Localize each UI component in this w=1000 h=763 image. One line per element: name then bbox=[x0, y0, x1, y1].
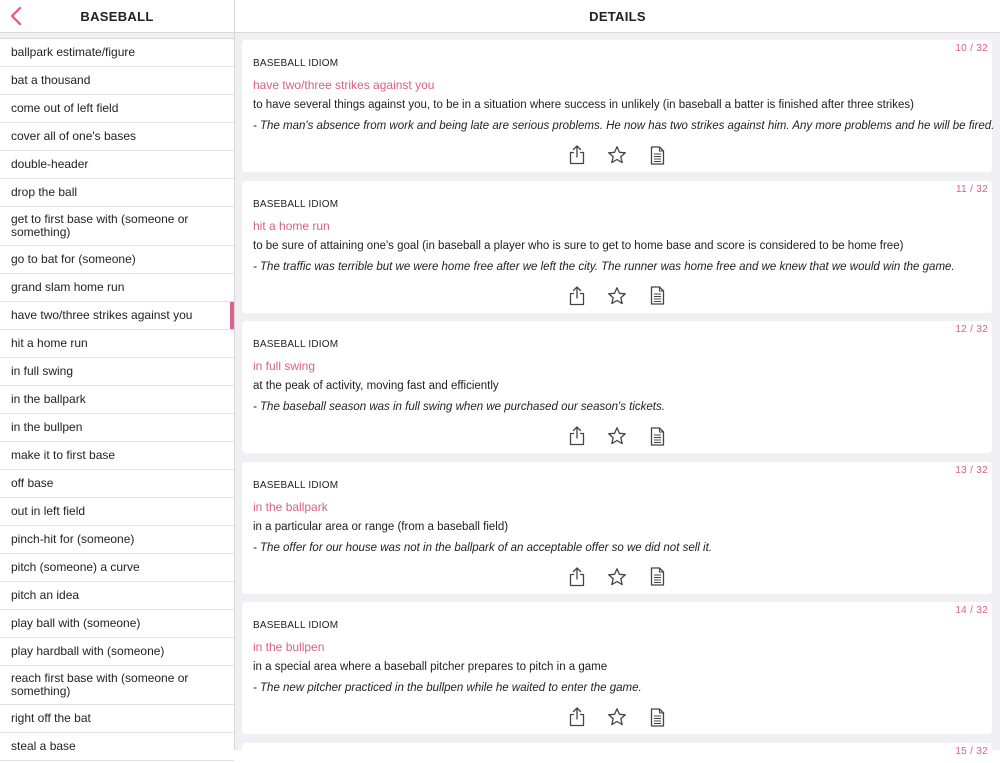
details-panel bbox=[235, 0, 1000, 757]
card-definition: in a particular area or range (from a baseball field) bbox=[253, 520, 509, 533]
star-icon bbox=[607, 426, 627, 446]
list-item-label: ballpark estimate/figure bbox=[11, 45, 136, 59]
list-item[interactable] bbox=[0, 330, 234, 358]
list-item-label: play ball with (someone) bbox=[11, 616, 141, 630]
card-term: have two/three strikes against you bbox=[253, 78, 435, 92]
list-item[interactable] bbox=[0, 666, 234, 705]
card-actions bbox=[242, 566, 992, 588]
share-icon bbox=[569, 567, 585, 587]
card-actions bbox=[242, 425, 992, 447]
idiom-card bbox=[242, 462, 992, 594]
list-item[interactable] bbox=[0, 302, 234, 330]
favorite-button[interactable] bbox=[607, 566, 627, 588]
card-example: - The offer for our house was not in the ballpark of an acceptable offer so we did not sell it. bbox=[253, 541, 712, 554]
share-button[interactable] bbox=[567, 425, 587, 447]
list-item-label: out in left field bbox=[11, 504, 86, 518]
list-item-label: drop the ball bbox=[11, 185, 78, 199]
list-item-label: hit a home run bbox=[11, 336, 88, 350]
share-button[interactable] bbox=[567, 566, 587, 588]
card-actions bbox=[242, 285, 992, 307]
list-item-label: steal a base bbox=[11, 739, 76, 753]
document-icon bbox=[650, 427, 665, 446]
document-icon bbox=[650, 708, 665, 727]
list-item-label: double-header bbox=[11, 157, 89, 171]
share-button[interactable] bbox=[567, 285, 587, 307]
idiom-card bbox=[242, 181, 992, 313]
share-button[interactable] bbox=[567, 706, 587, 728]
list-item-label: in the ballpark bbox=[11, 392, 86, 406]
star-icon bbox=[607, 286, 627, 306]
list-item-label: come out of left field bbox=[11, 101, 119, 115]
card-actions bbox=[242, 706, 992, 728]
card-definition: to be sure of attaining one's goal (in baseball a player who is sure to get to home base and score is considered to be home free) bbox=[253, 239, 904, 252]
card-term: in the ballpark bbox=[253, 499, 328, 514]
share-icon bbox=[569, 426, 585, 446]
card-category: BASEBALL IDIOM bbox=[253, 198, 339, 210]
card-counter: 13 / 32 bbox=[955, 464, 988, 476]
card-term: in full swing bbox=[253, 359, 316, 373]
card-actions bbox=[242, 144, 992, 166]
list-item[interactable] bbox=[0, 414, 234, 442]
card-category: BASEBALL IDIOM bbox=[253, 479, 339, 491]
list-item-label: pinch-hit for (someone) bbox=[11, 532, 135, 546]
idiom-card bbox=[242, 743, 992, 763]
list-item-label: grand slam home run bbox=[11, 280, 125, 294]
list-item[interactable] bbox=[0, 246, 234, 274]
card-category: BASEBALL IDIOM bbox=[253, 620, 339, 631]
list-item[interactable] bbox=[0, 526, 234, 554]
share-icon bbox=[569, 707, 585, 727]
idiom-card bbox=[242, 602, 992, 734]
list-item[interactable] bbox=[0, 638, 234, 666]
card-term: in the bullpen bbox=[253, 640, 325, 654]
details-title: DETAILS bbox=[235, 0, 1000, 33]
list-item[interactable] bbox=[0, 39, 234, 67]
card-definition: to have several things against you, to be in a situation where success in unlikely (in baseball a batter is finished after three strikes) bbox=[253, 99, 914, 111]
list-item-label: pitch (someone) a curve bbox=[11, 560, 140, 574]
share-icon bbox=[569, 145, 585, 165]
document-icon bbox=[650, 146, 665, 165]
card-category: BASEBALL IDIOM bbox=[253, 339, 339, 350]
list-item[interactable] bbox=[0, 151, 234, 179]
list-item-label: right off the bat bbox=[11, 711, 91, 725]
list-item-label: cover all of one's bases bbox=[11, 129, 137, 143]
list-item-label: reach first base with (someone or something) bbox=[11, 671, 189, 698]
card-counter: 14 / 32 bbox=[955, 605, 988, 616]
list-item[interactable] bbox=[0, 442, 234, 470]
favorite-button[interactable] bbox=[607, 706, 627, 728]
notes-button[interactable] bbox=[647, 706, 667, 728]
list-item-label: pitch an idea bbox=[11, 588, 80, 602]
card-counter: 15 / 32 bbox=[955, 745, 988, 757]
list-item-label: in full swing bbox=[11, 364, 74, 378]
card-counter: 11 / 32 bbox=[956, 183, 988, 195]
list-item[interactable] bbox=[0, 274, 234, 302]
card-example: - The man's absence from work and being late are serious problems. He now has two strikes against him. Any more problems and he will be fired. bbox=[253, 120, 995, 132]
cards-container bbox=[235, 33, 1000, 763]
list-item-label: off base bbox=[11, 476, 54, 490]
list-item-label: in the bullpen bbox=[11, 420, 83, 434]
card-example: - The baseball season was in full swing when we purchased our season's tickets. bbox=[253, 401, 665, 413]
favorite-button[interactable] bbox=[607, 285, 627, 307]
list-item-label: get to first base with (someone or something) bbox=[11, 212, 189, 239]
card-example: - The new pitcher practiced in the bullpen while he waited to enter the game. bbox=[253, 682, 642, 694]
idiom-list-panel bbox=[0, 0, 235, 753]
list-item[interactable] bbox=[0, 179, 234, 207]
notes-button[interactable] bbox=[647, 566, 667, 588]
list-item[interactable] bbox=[0, 733, 234, 761]
list-item[interactable] bbox=[0, 554, 234, 582]
notes-button[interactable] bbox=[647, 144, 667, 166]
list-item[interactable] bbox=[0, 498, 234, 526]
share-icon bbox=[569, 286, 585, 306]
list-item[interactable] bbox=[0, 470, 234, 498]
list-title: BASEBALL bbox=[80, 9, 154, 24]
list-item-label: bat a thousand bbox=[11, 73, 91, 87]
star-icon bbox=[607, 707, 627, 727]
card-definition: at the peak of activity, moving fast and efficiently bbox=[253, 380, 499, 392]
list-header bbox=[0, 0, 234, 33]
list-item[interactable] bbox=[0, 358, 234, 386]
list-item-label: play hardball with (someone) bbox=[11, 644, 165, 658]
notes-button[interactable] bbox=[647, 285, 667, 307]
document-icon bbox=[650, 567, 665, 586]
card-term: hit a home run bbox=[253, 218, 330, 233]
list-item[interactable] bbox=[0, 386, 234, 414]
favorite-button[interactable] bbox=[607, 144, 627, 166]
favorite-button[interactable] bbox=[607, 425, 627, 447]
document-icon bbox=[650, 286, 665, 305]
list-item[interactable] bbox=[0, 207, 234, 246]
list-item[interactable] bbox=[0, 610, 234, 638]
list-item-label: make it to first base bbox=[11, 448, 116, 462]
list-item[interactable] bbox=[0, 67, 234, 95]
notes-button[interactable] bbox=[647, 425, 667, 447]
card-definition: in a special area where a baseball pitcher prepares to pitch in a game bbox=[253, 661, 608, 673]
list-item-label: have two/three strikes against you bbox=[11, 308, 193, 322]
list-item[interactable] bbox=[0, 705, 234, 733]
star-icon bbox=[607, 567, 627, 587]
star-icon bbox=[607, 145, 627, 165]
list-item[interactable] bbox=[0, 582, 234, 610]
share-button[interactable] bbox=[567, 144, 587, 166]
card-counter: 12 / 32 bbox=[955, 324, 988, 335]
list-item-label: go to bat for (someone) bbox=[11, 252, 136, 266]
idiom-list bbox=[0, 39, 234, 761]
list-item[interactable] bbox=[0, 123, 234, 151]
card-example: - The traffic was terrible but we were home free after we left the city. The runner was home free and we knew that we would win the game. bbox=[253, 260, 955, 273]
idiom-card bbox=[242, 40, 995, 172]
card-counter: 10 / 32 bbox=[955, 43, 988, 54]
card-category: BASEBALL IDIOM bbox=[253, 58, 339, 69]
idiom-card bbox=[242, 321, 992, 453]
list-item[interactable] bbox=[0, 95, 234, 123]
